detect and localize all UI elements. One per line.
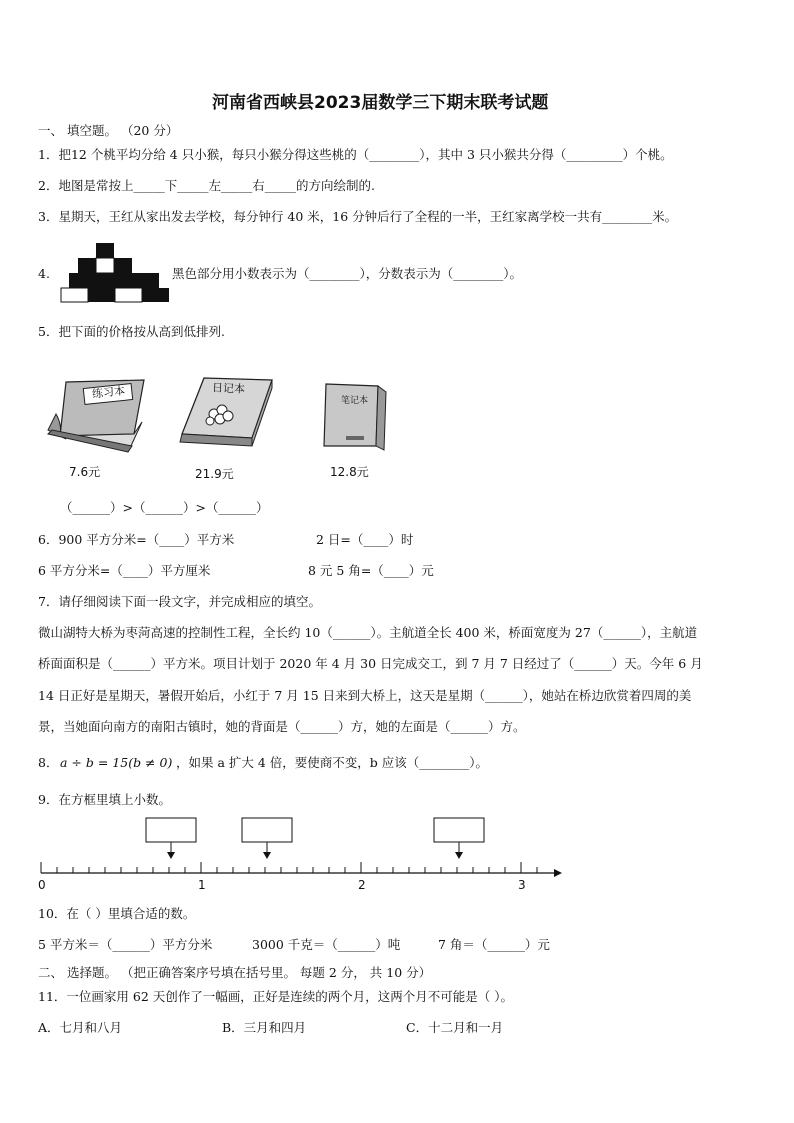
question-8-text: ，如果 a 扩大 4 倍，要使商不变，b 应该（________）。 xyxy=(176,755,489,770)
tick-label-0: 0 xyxy=(38,878,46,892)
price-order-blanks: （______）>（______）>（______） xyxy=(60,500,269,515)
tick-label-1: 1 xyxy=(198,878,206,892)
question-4-text: 黑色部分用小数表示为（________），分数表示为（________）。 xyxy=(172,266,523,281)
question-8-expression: a ÷ b = 15(b ≠ 0) xyxy=(60,755,173,770)
question-10a: 5 平方米＝（______）平方分米 xyxy=(38,937,213,952)
question-11: 11．一位画家用 62 天创作了一幅画，正好是连续的两个月，这两个月不可能是（ ）。 xyxy=(38,989,513,1004)
question-7-line-4: 景，当她面向南方的南阳古镇时，她的背面是（______）方，她的左面是（______）方。 xyxy=(38,719,526,734)
question-6a: 6．900 平方分米=（____）平方米 xyxy=(38,532,235,547)
question-9: 9．在方框里填上小数。 xyxy=(38,792,171,807)
question-10-heading: 10．在（ ）里填合适的数。 xyxy=(38,906,196,921)
diary-book-label: 日记本 xyxy=(211,381,246,396)
section-heading-choice: 二、 选择题。 （把正确答案序号填在括号里。 每题 2 分， 共 10 分） xyxy=(38,965,432,980)
question-6c: 6 平方分米=（____）平方厘米 xyxy=(38,563,211,578)
question-6d: 8 元 5 角=（____）元 xyxy=(308,563,434,578)
question-4-number: 4. xyxy=(38,266,50,281)
tick-label-3: 3 xyxy=(518,878,526,892)
notebook-price: 12.8元 xyxy=(330,465,369,479)
question-10c: 7 角＝（______）元 xyxy=(438,937,550,952)
question-6b: 2 日=（____）时 xyxy=(316,532,414,547)
notebook-illustration xyxy=(320,380,392,452)
answer-box-2 xyxy=(242,818,292,842)
question-10b: 3000 千克＝（______）吨 xyxy=(252,937,401,952)
exercise-book-label: 练习本 xyxy=(91,384,126,401)
page-title: 河南省西峡县2023届数学三下期末联考试题 xyxy=(212,93,549,113)
answer-box-3 xyxy=(434,818,484,842)
question-3: 3．星期天，王红从家出发去学校，每分钟行 40 米，16 分钟后行了全程的一半，王红家离学校一共有________米。 xyxy=(38,209,678,224)
number-line xyxy=(36,816,566,894)
section-heading-fill-in: 一、 填空题。 （20 分） xyxy=(38,123,179,138)
option-b: B．三月和四月 xyxy=(222,1020,307,1035)
exercise-book-price: 7.6元 xyxy=(69,465,101,479)
answer-box-1 xyxy=(146,818,196,842)
question-7-line-3: 14 日正好是星期天，暑假开始后，小红于 7 月 15 日来到大桥上，这天是星期（______），她站在桥边欣赏着四周的美 xyxy=(38,688,692,703)
staircase-blocks-figure xyxy=(60,242,170,304)
question-7-line-2: 桥面面积是（______）平方米。项目计划于 2020 年 4 月 30 日完成交工，到 7 月 7 日经过了（______）天。今年 6 月 xyxy=(38,656,703,671)
question-7-heading: 7．请仔细阅读下面一段文字，并完成相应的填空。 xyxy=(38,594,321,609)
question-7-line-1: 微山湖特大桥为枣菏高速的控制性工程，全长约 10（______）。主航道全长 400 米，桥面宽度为 27（______），主航道 xyxy=(38,625,698,640)
question-2: 2．地图是常按上_____下_____左_____右_____的方向绘制的. xyxy=(38,178,375,193)
question-5: 5．把下面的价格按从高到低排列. xyxy=(38,324,225,339)
option-c: C．十二月和一月 xyxy=(406,1020,504,1035)
tick-label-2: 2 xyxy=(358,878,366,892)
question-1: 1．把12 个桃平均分给 4 只小猴，每只小猴分得这些桃的（________），其中 3 只小猴共分得（_________）个桃。 xyxy=(38,147,673,162)
diary-book-price: 21.9元 xyxy=(195,467,234,481)
question-8-number: 8． xyxy=(38,755,59,770)
notebook-label: 笔记本 xyxy=(341,396,369,406)
option-a: A．七月和八月 xyxy=(38,1020,123,1035)
